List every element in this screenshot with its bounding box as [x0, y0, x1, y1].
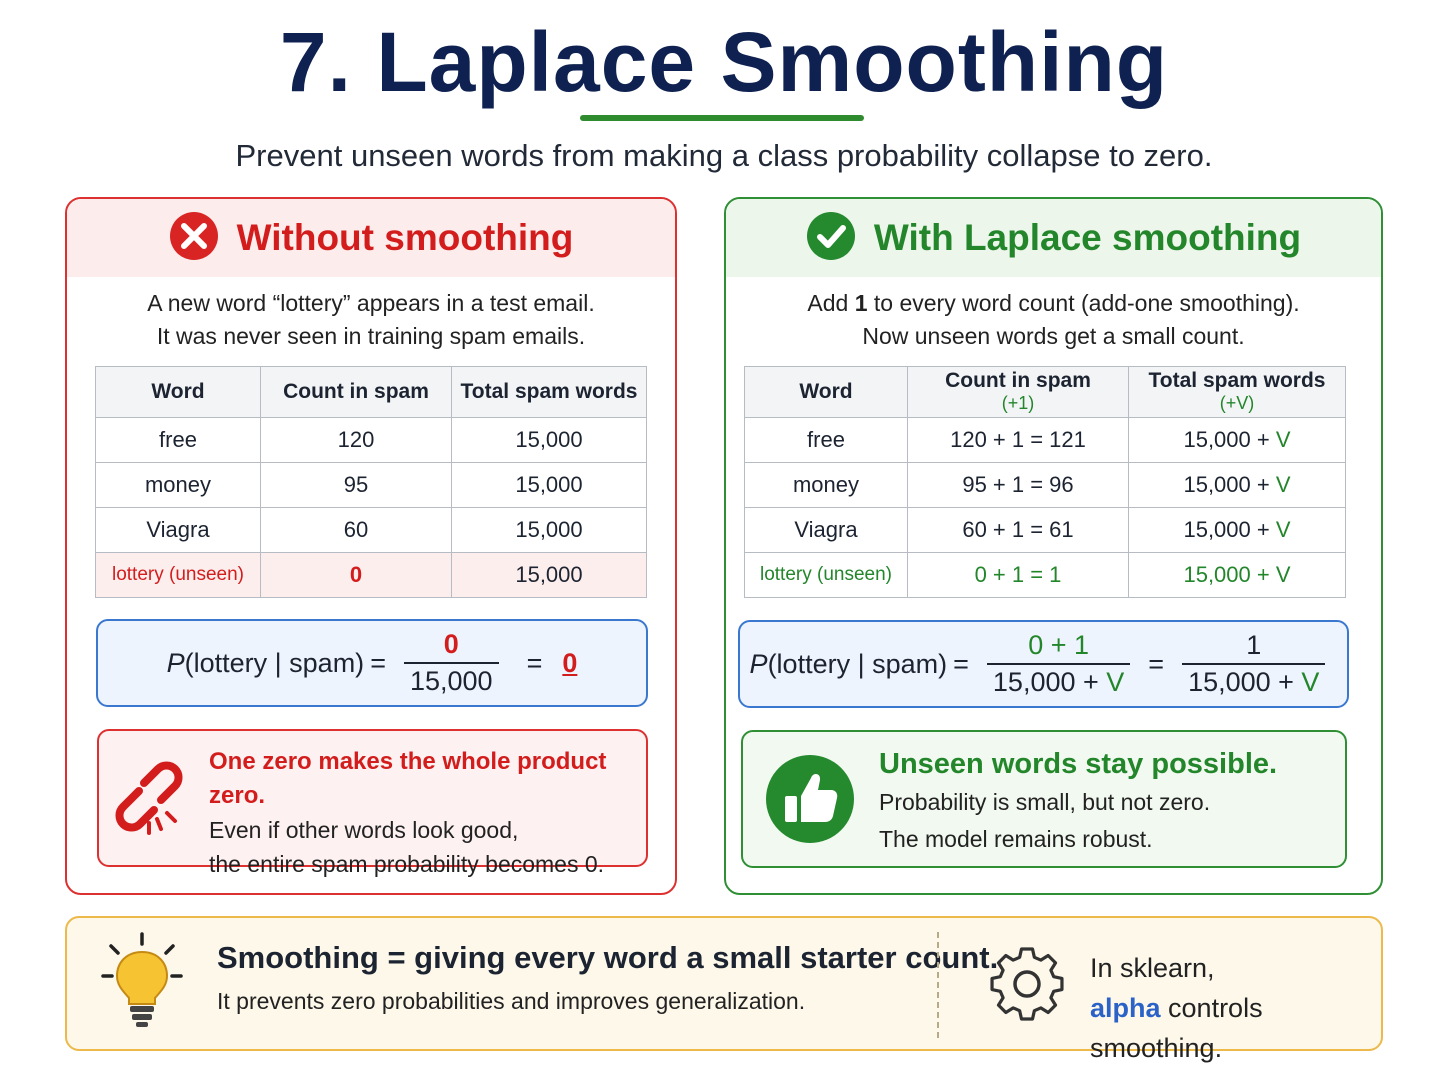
gear-icon	[989, 946, 1065, 1027]
formula-equals-2: =	[526, 647, 543, 678]
table-row	[745, 418, 1346, 463]
right-desc-post: to every word count (add-one smoothing).	[867, 290, 1300, 316]
cell-count: 95	[261, 463, 452, 508]
formula-p: P	[166, 647, 185, 678]
left-count-table	[95, 366, 647, 598]
summary-subtitle: It prevents zero probabilities and improves generalization.	[217, 988, 806, 1014]
right-note-line1: Probability is small, but not zero.	[879, 789, 1211, 815]
cell-count-unseen: 0	[261, 553, 452, 598]
left-desc-line2: It was never seen in training spam emails.	[156, 323, 586, 349]
summary-title: Smoothing = giving every word a small starter count.	[217, 940, 999, 975]
summary-main	[217, 940, 998, 1015]
thumbs-up-icon	[765, 754, 855, 849]
col-header-word: Word	[96, 367, 261, 418]
fraction-1-den-base: 15,000 +	[992, 667, 1107, 697]
formula-lhs: (lottery | spam)	[767, 648, 948, 679]
cell-total-unseen: 15,000	[452, 553, 647, 598]
with-smoothing-panel	[724, 197, 1383, 895]
fraction-1-numerator: 0 + 1	[1028, 630, 1089, 660]
right-desc-line2: Now unseen words get a small count.	[862, 323, 1245, 349]
col-header-total-text: Total spam words	[1148, 369, 1326, 392]
cell-total: 15,000	[452, 463, 647, 508]
formula-equals: =	[953, 648, 969, 679]
right-panel-header	[726, 199, 1381, 277]
cell-count: 120	[261, 418, 452, 463]
left-probability-formula	[96, 619, 648, 707]
sklearn-note-line2	[1090, 988, 1381, 1068]
cell-total: 15,000	[452, 418, 647, 463]
right-description	[726, 287, 1381, 353]
fraction-1-den-v: V	[1106, 667, 1125, 697]
fraction-2-numerator: 1	[1246, 630, 1262, 660]
table-row	[96, 508, 647, 553]
summary-bar	[65, 916, 1383, 1063]
right-desc-line1	[726, 287, 1381, 320]
left-description	[67, 287, 675, 353]
table-row	[745, 508, 1346, 553]
left-note-line2: the entire spam probability becomes 0.	[209, 851, 605, 877]
alpha-keyword: alpha	[1090, 993, 1161, 1023]
cell-total: 15,000	[452, 508, 647, 553]
page-title: 7. Laplace Smoothing	[279, 15, 1169, 109]
col-header-total: Total spam words	[452, 367, 647, 418]
sklearn-note	[1090, 948, 1381, 1068]
formula-lhs: (lottery | spam)	[184, 647, 365, 678]
col-header-count: Count in spam	[261, 367, 452, 418]
col-header-word	[745, 367, 908, 418]
formula-fraction-1	[987, 630, 1130, 698]
cell-count: 95 + 1 = 96	[908, 463, 1129, 508]
fraction-2-denominator	[1182, 663, 1325, 698]
cell-total-v: V	[1275, 562, 1291, 587]
broken-link-icon	[109, 753, 189, 848]
cell-total-v: V	[1275, 517, 1291, 542]
right-success-note	[741, 730, 1347, 868]
left-desc-line1: A new word “lottery” appears in a test email.	[147, 290, 595, 316]
col-header-total	[1129, 367, 1346, 418]
cell-count: 60	[261, 508, 452, 553]
right-note-title: Unseen words stay possible.	[879, 748, 1278, 780]
fraction-1-denominator	[987, 663, 1130, 698]
cell-word-unseen: lottery (unseen)	[745, 553, 908, 598]
col-header-word-text: Word	[799, 380, 853, 403]
cell-count-unseen: 0 + 1 = 1	[908, 553, 1129, 598]
right-desc-bold: 1	[854, 290, 868, 316]
table-row	[96, 463, 647, 508]
right-panel-heading: With Laplace smoothing	[873, 217, 1302, 258]
cell-total	[1129, 418, 1346, 463]
check-circle-icon	[806, 211, 856, 266]
cell-word: money	[96, 463, 261, 508]
cell-total-base: 15,000 +	[1183, 517, 1276, 542]
cell-total-base: 15,000 +	[1183, 562, 1276, 587]
left-note-line1: Even if other words look good,	[209, 817, 519, 843]
summary-divider	[937, 932, 939, 1038]
x-circle-icon	[169, 211, 219, 266]
without-smoothing-panel	[65, 197, 677, 895]
left-panel-header	[67, 199, 675, 277]
col-header-count-text: Count in spam	[945, 369, 1091, 392]
left-warning-note	[97, 729, 648, 877]
cell-word: Viagra	[96, 508, 261, 553]
lightbulb-icon	[97, 930, 187, 1035]
cell-word: free	[745, 418, 908, 463]
left-note-text	[209, 745, 646, 881]
left-panel-heading: Without smoothing	[236, 217, 574, 258]
formula-equals-2: =	[1148, 648, 1165, 679]
table-row-unseen	[745, 553, 1346, 598]
table-row-unseen	[96, 553, 647, 598]
right-desc-pre: Add	[807, 290, 855, 316]
cell-total-base: 15,000 +	[1183, 472, 1276, 497]
table-header-row	[96, 367, 647, 418]
fraction-2-den-base: 15,000 +	[1188, 667, 1302, 697]
cell-count: 60 + 1 = 61	[908, 508, 1129, 553]
cell-total-base: 15,000 +	[1183, 427, 1276, 452]
col-header-total-sub: (+V)	[1219, 393, 1255, 413]
table-row	[96, 418, 647, 463]
cell-word-unseen: lottery (unseen)	[96, 553, 261, 598]
formula-fraction-2	[1182, 630, 1325, 698]
title-underline	[580, 115, 864, 121]
sklearn-note-line1: In sklearn,	[1090, 953, 1215, 983]
table-header-row	[745, 367, 1346, 418]
formula-fraction	[404, 629, 499, 697]
cell-word: money	[745, 463, 908, 508]
fraction-numerator: 0	[443, 629, 459, 659]
right-note-text	[879, 744, 1277, 858]
right-probability-formula	[738, 620, 1349, 708]
formula-equals: =	[370, 647, 386, 678]
cell-total-v: V	[1275, 427, 1291, 452]
right-note-line2: The model remains robust.	[879, 826, 1153, 852]
cell-total	[1129, 463, 1346, 508]
table-row	[745, 463, 1346, 508]
right-count-table	[744, 366, 1346, 598]
left-note-title: One zero makes the whole product zero.	[209, 748, 607, 809]
cell-count: 120 + 1 = 121	[908, 418, 1129, 463]
cell-total	[1129, 508, 1346, 553]
cell-word: Viagra	[745, 508, 908, 553]
formula-p: P	[749, 648, 768, 679]
fraction-2-den-v: V	[1301, 667, 1320, 697]
cell-total-v: V	[1275, 472, 1291, 497]
col-header-count	[908, 367, 1129, 418]
sklearn-note-rest: controls smoothing.	[1090, 993, 1263, 1063]
col-header-count-sub: (+1)	[1001, 393, 1035, 413]
fraction-denominator: 15,000	[404, 662, 499, 697]
cell-word: free	[96, 418, 261, 463]
cell-total-unseen	[1129, 553, 1346, 598]
page-subtitle: Prevent unseen words from making a class probability collapse to zero.	[235, 138, 1213, 173]
formula-result: 0	[562, 647, 578, 678]
